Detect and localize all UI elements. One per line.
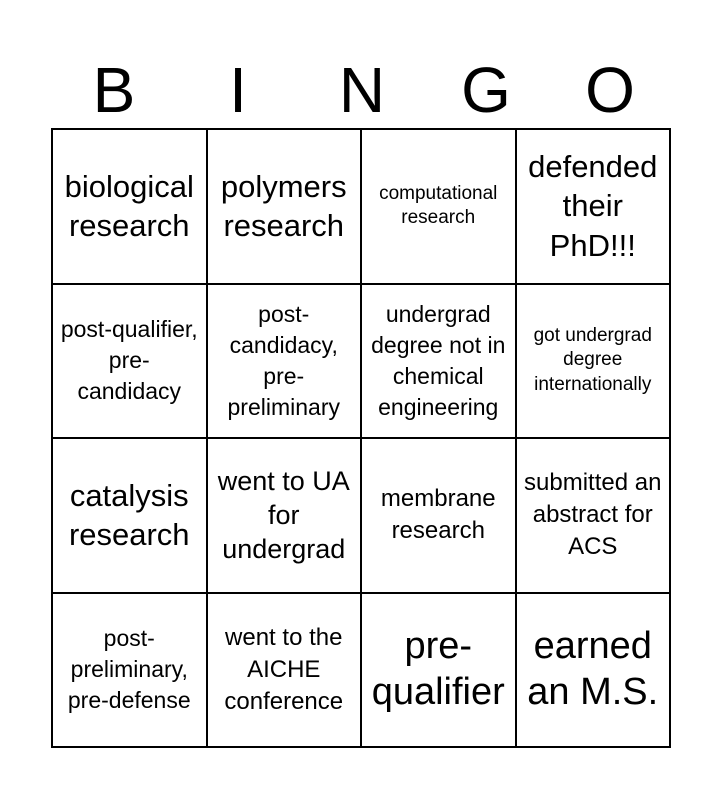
- cell-text: submitted an abstract for ACS: [524, 469, 662, 561]
- cell-text: biological research: [64, 168, 194, 244]
- cell-text: undergrad degree not in chemical engineering: [371, 300, 506, 420]
- bingo-cell[interactable]: [208, 285, 363, 440]
- cell-text: membrane research: [380, 485, 496, 545]
- cell-text: went to the AICHE conference: [224, 623, 344, 715]
- bingo-cell[interactable]: [517, 594, 672, 749]
- header-letter-b: B: [92, 54, 136, 126]
- header-letter-o: O: [585, 54, 635, 126]
- cell-text: catalysis research: [68, 477, 190, 553]
- cell-text: post-preliminary, pre-defense: [67, 625, 191, 714]
- cell-text: went to UA for undergrad: [217, 465, 350, 565]
- bingo-card: [51, 128, 671, 748]
- bingo-cell[interactable]: [362, 285, 517, 440]
- cell-text: post-candidacy, pre-preliminary: [227, 300, 340, 420]
- header-letter-g: G: [461, 54, 511, 126]
- bingo-header: [52, 52, 672, 128]
- bingo-cell[interactable]: [208, 594, 363, 749]
- bingo-cell[interactable]: [517, 439, 672, 594]
- cell-text: earned an M.S.: [527, 625, 659, 713]
- bingo-cell[interactable]: [53, 285, 208, 440]
- bingo-cell[interactable]: [362, 439, 517, 594]
- bingo-cell[interactable]: [53, 130, 208, 285]
- cell-text: polymers research: [220, 168, 347, 244]
- header-letter-i: I: [229, 54, 247, 126]
- bingo-cell[interactable]: [362, 594, 517, 749]
- bingo-cell[interactable]: [53, 594, 208, 749]
- bingo-cell[interactable]: [517, 130, 672, 285]
- bingo-cell[interactable]: [208, 130, 363, 285]
- cell-text: computational research: [379, 182, 498, 229]
- cell-text: post-qualifier, pre-candidacy: [60, 316, 198, 405]
- bingo-cell[interactable]: [208, 439, 363, 594]
- bingo-cell[interactable]: [362, 130, 517, 285]
- bingo-cell[interactable]: [53, 439, 208, 594]
- cell-text: got undergrad degree internationally: [533, 324, 652, 396]
- cell-text: pre-qualifier: [371, 625, 505, 713]
- cell-text: defended their PhD!!!: [528, 148, 658, 264]
- bingo-cell[interactable]: [517, 285, 672, 440]
- header-letter-n: N: [338, 54, 386, 126]
